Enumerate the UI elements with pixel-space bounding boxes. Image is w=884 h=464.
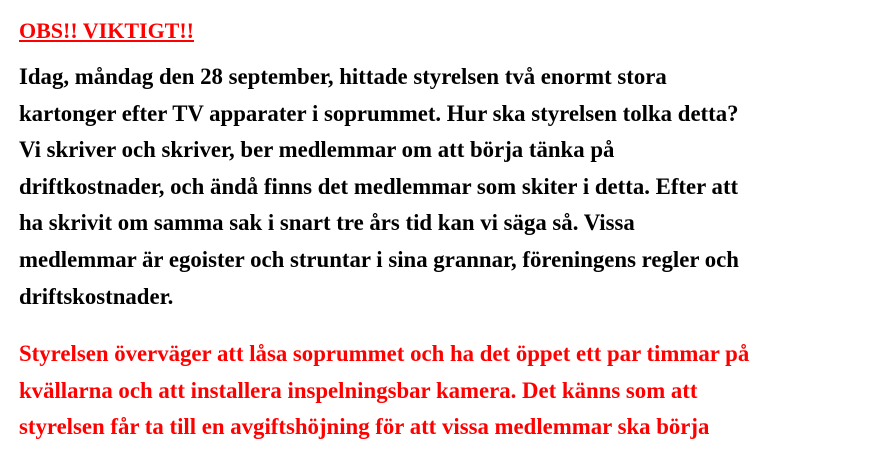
notice-heading: OBS!! VIKTIGT!! [19, 18, 195, 43]
paragraph-line: ha skrivit om samma sak i snart tre års tid kan vi säga så. Vissa [19, 210, 635, 236]
paragraph-line: Idag, måndag den 28 september, hittade styrelsen två enormt stora [19, 64, 667, 89]
paragraph-warning [19, 336, 749, 446]
paragraph-complaint [19, 59, 739, 315]
paragraph-line: kartonger efter TV apparater i soprummet. Hur ska styrelsen tolka detta? [19, 100, 739, 126]
paragraph-line: driftkostnader, och ändå finns det medlemmar som skiter i detta. Efter att [19, 173, 739, 199]
paragraph-line: kvällarna och att installera inspelningsbar kamera. Det känns som att [19, 377, 698, 403]
paragraph-line: Vi skriver och skriver, ber medlemmar om att börja tänka på [19, 137, 615, 163]
paragraph-line: driftskostnader. [19, 283, 174, 309]
paragraph-line: Styrelsen överväger att låsa soprummet och ha det öppet ett par timmar på [19, 341, 750, 366]
paragraph-line: styrelsen får ta till en avgiftshöjning för att vissa medlemmar ska börja [19, 414, 710, 440]
paragraph-line: medlemmar är egoister och struntar i sina grannar, föreningens regler och [19, 246, 739, 272]
